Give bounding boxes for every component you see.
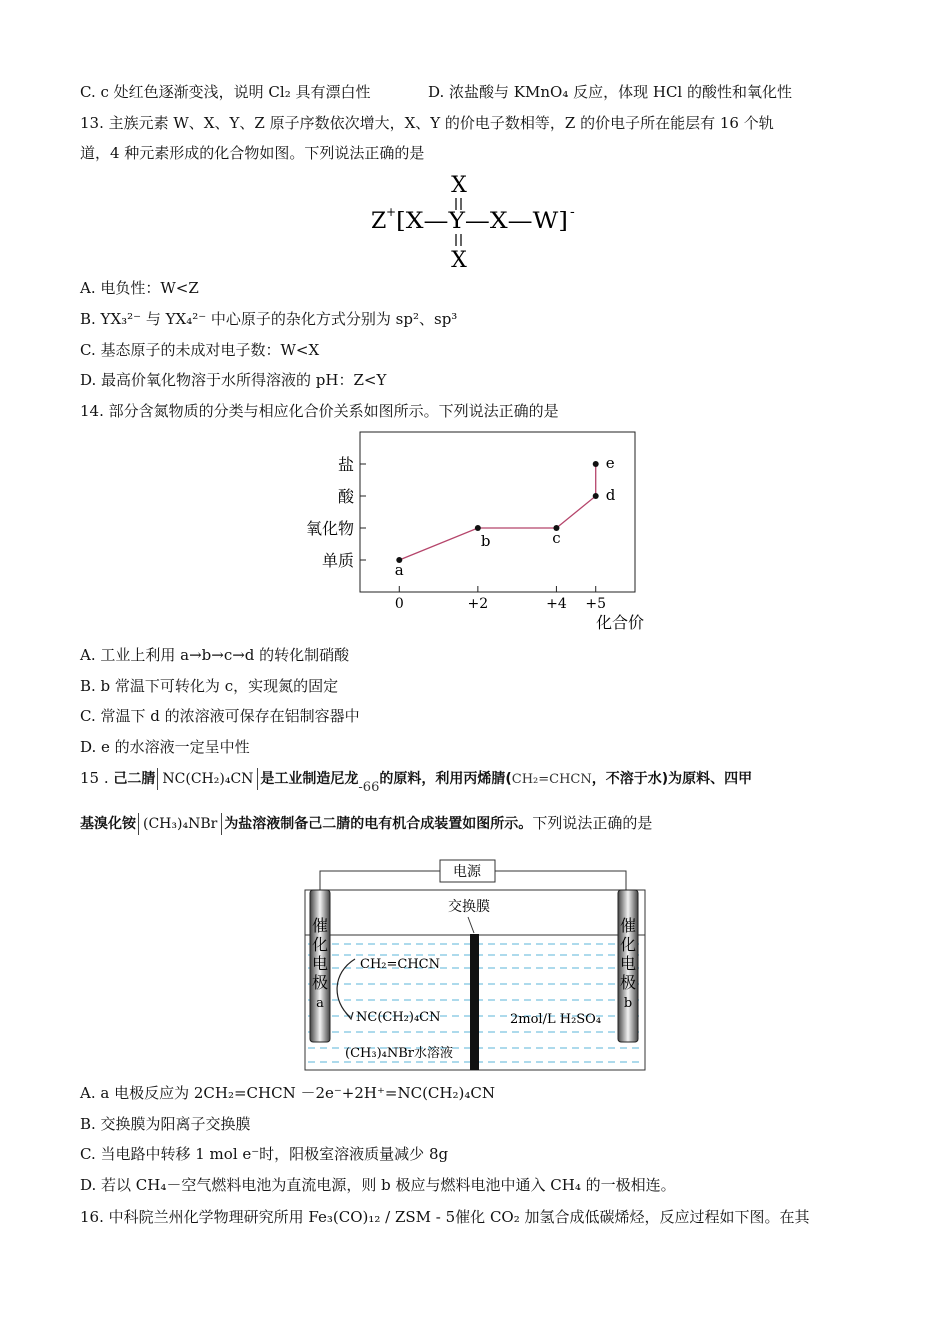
structure-plus: +	[386, 205, 397, 219]
q14-option-c: C. 常温下 d 的浓溶液可保存在铝制容器中	[80, 707, 360, 725]
series-line	[399, 464, 595, 560]
q13-option-a: A. 电负性：W<Z	[80, 279, 199, 297]
q13-stem-line2: 道，4 种元素形成的化合物如图。下列说法正确的是	[80, 144, 425, 162]
formula-adiponitrile: NC(CH₂)₄CN	[157, 768, 258, 790]
x-tick-label: +2	[467, 596, 489, 612]
point-b	[475, 525, 481, 531]
q14-stem: 14. 部分含氮物质的分类与相应化合价关系如图所示。下列说法正确的是	[80, 402, 559, 420]
electrode-label-char: 电	[619, 954, 637, 973]
q15-option-a: A. a 电极反应为 2CH₂=CHCN －2e⁻+2H⁺=NC(CH₂)₄CN	[80, 1084, 495, 1102]
q16-stem-line1: 16. 中科院兰州化学物理研究所用 Fe₃(CO)₁₂ / ZSM - 5催化 CO₂ 加氢合成低碳烯烃，反应过程如下图。在其	[80, 1208, 810, 1226]
electrode-label-char: 极	[311, 973, 329, 992]
formula-salt: (CH₃)₄NBr	[138, 813, 222, 835]
q14-option-a: A. 工业上利用 a→b→c→d 的转化制硝酸	[80, 646, 350, 664]
q12-option-c: C. c 处红色逐渐变浅，说明 Cl₂ 具有漂白性	[80, 83, 371, 101]
q13-stem-line1: 13. 主族元素 W、X、Y、Z 原子序数依次增大，X、Y 的价电子数相等，Z 的价电子所在能层有 16 个轨	[80, 114, 774, 132]
wire-right	[495, 871, 626, 890]
point-label-d: d	[605, 486, 616, 504]
y-tick-label: 盐	[337, 455, 354, 474]
wire-left	[320, 871, 440, 890]
q14-option-d: D. e 的水溶液一定呈中性	[80, 738, 250, 756]
q13-option-d: D. 最高价氧化物溶于水所得溶液的 pH：Z<Y	[80, 371, 387, 389]
structure-top-x: X	[451, 173, 467, 198]
formula-acrylonitrile: CH₂=CHCN	[511, 772, 592, 787]
structure-minus: -	[570, 204, 575, 220]
x-tick-label: +4	[546, 596, 567, 612]
electrode-label-char: 极	[619, 973, 637, 992]
q13-option-c: C. 基态原子的未成对电子数：W<X	[80, 341, 320, 359]
q15-option-c: C. 当电路中转移 1 mol e⁻时，阳极室溶液质量减少 8g	[80, 1145, 449, 1163]
q12-option-d: D. 浓盐酸与 KMnO₄ 反应，体现 HCl 的酸性和氧化性	[428, 83, 792, 101]
q13-option-b: B. YX₃²⁻ 与 YX₄²⁻ 中心原子的杂化方式分别为 sp²、sp³	[80, 310, 458, 328]
y-tick-label: 单质	[321, 551, 354, 570]
product-label: NC(CH₂)₄CN	[356, 1010, 441, 1025]
q15-option-d: D. 若以 CH₄－空气燃料电池为直流电源，则 b 极应与燃料电池中通入 CH₄ 的一极相连。	[80, 1176, 676, 1194]
point-label-e: e	[605, 454, 615, 472]
electrode-label-char: 化	[311, 935, 329, 954]
exchange-membrane	[470, 934, 479, 1070]
q15-stem-line1: 15 . 己二腈 NC(CH₂)₄CN 是工业制造尼龙-66的原料，利用丙烯腈(CH₂=CHCN，不溶于水)为原料、四甲	[80, 769, 753, 795]
chart-xlabel: 化合价	[595, 613, 645, 632]
point-label-a: a	[394, 561, 404, 579]
x-tick-label: +5	[585, 596, 607, 612]
structure-main: [X—Y—X—W]	[396, 209, 568, 234]
point-label-c: c	[552, 529, 561, 547]
electrode-label-char: b	[623, 996, 633, 1011]
y-tick-label: 酸	[337, 487, 354, 506]
electrode-label-char: 化	[619, 935, 637, 954]
power-label: 电源	[453, 864, 481, 880]
y-tick-label: 氧化物	[305, 519, 354, 538]
right-solution-label: 2mol/L H₂SO₄	[510, 1012, 602, 1027]
electrode-label-char: 催	[311, 916, 329, 935]
point-e	[593, 461, 599, 467]
point-label-b: b	[480, 532, 491, 550]
reactant-label: CH₂=CHCN	[360, 957, 440, 972]
q13-structure	[360, 168, 590, 274]
q14-option-b: B. b 常温下可转化为 c，实现氮的固定	[80, 677, 339, 695]
membrane-label: 交换膜	[448, 899, 490, 915]
electrode-label-char: 电	[311, 954, 329, 973]
electrolysis-cell-diagram	[300, 855, 650, 1075]
structure-z: Z	[371, 209, 387, 234]
q15-stem-line2: 基溴化铵 (CH₃)₄NBr 为盐溶液制备己二腈的电有机合成装置如图所示。下列说法正确的是	[80, 811, 652, 836]
electrode-label-char: a	[316, 996, 324, 1011]
nitrogen-valence-chart	[290, 425, 670, 635]
x-tick-label: 0	[394, 596, 404, 612]
left-solution-label: (CH₃)₄NBr水溶液	[345, 1046, 453, 1061]
electrode-label-char: 催	[619, 916, 637, 935]
q15-option-b: B. 交换膜为阳离子交换膜	[80, 1115, 251, 1133]
point-d	[593, 493, 599, 499]
structure-bottom-x: X	[451, 248, 467, 273]
